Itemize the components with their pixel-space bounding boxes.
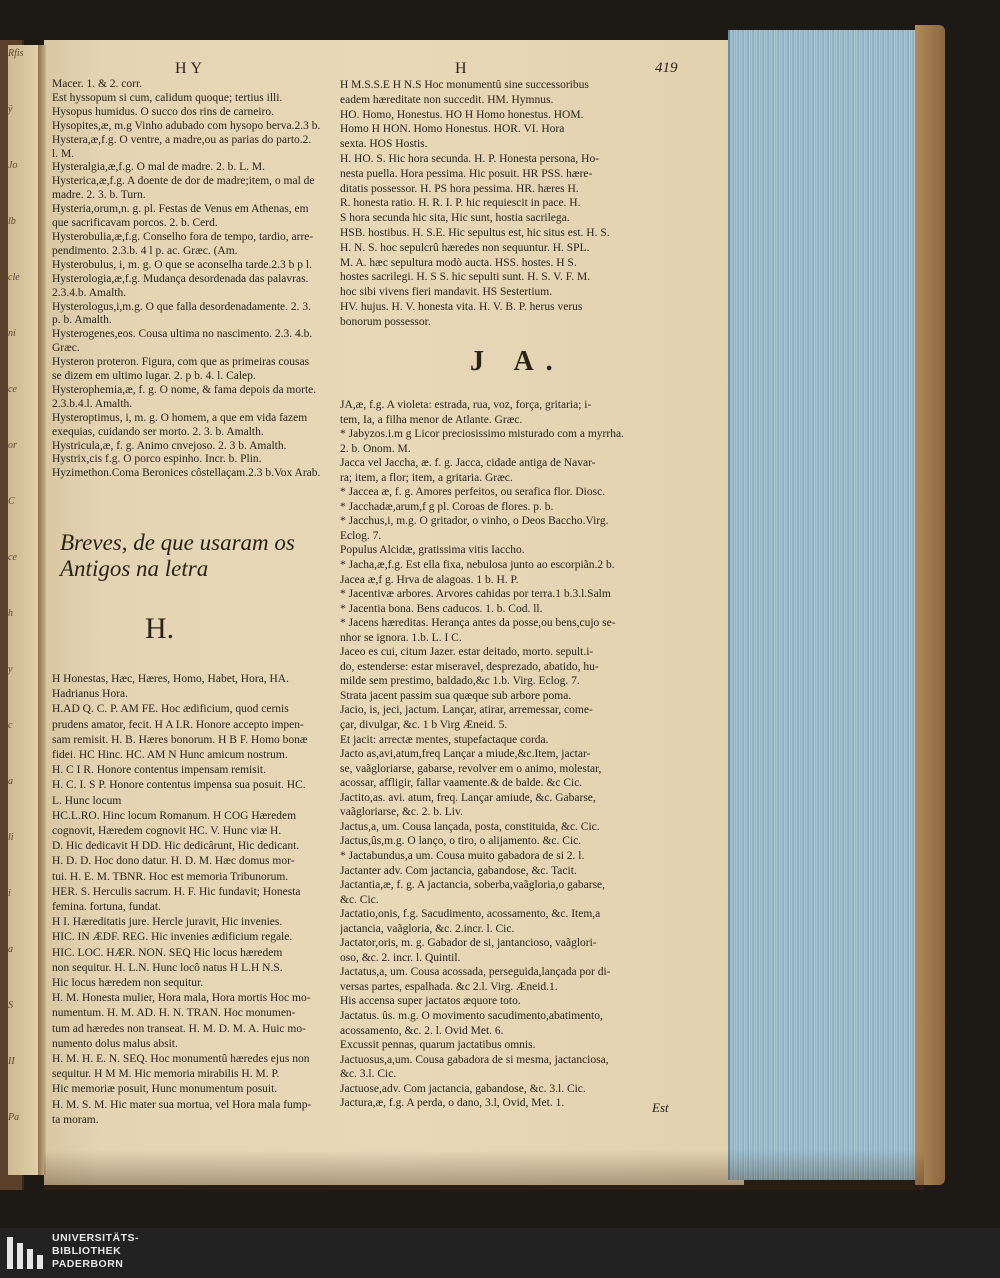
abbreviation-line: H.AD Q. C. P. AM FE. Hoc ædificium, quod cernis — [52, 703, 289, 716]
section-letter: H. — [145, 612, 175, 645]
dictionary-entry-line: Hysterica,æ,f.g. A doente de dor de madre;item, o mal de — [52, 175, 315, 188]
dictionary-entry-line: Jactatio,onis, f.g. Sacudimento, acossamento, &c. Item,a — [340, 908, 601, 921]
margin-fragment: ÿ — [8, 104, 13, 115]
dictionary-entry-line: Hysterobulus, i, m. g. O que se aconselha tarde.2.3 b p l. — [52, 258, 312, 271]
abbreviation-line: bonorum possessor. — [340, 315, 431, 328]
dictionary-entry-line: Hysterologia,æ,f.g. Mudança desordenada das palavras. — [52, 272, 309, 285]
dictionary-entry-line: çar, divulgar, &c. 1 b Virg Æneid. 5. — [340, 719, 508, 732]
abbreviation-line: HIC. LOC. HÆR. NON. SEQ Hic locus hæredem — [52, 946, 283, 959]
abbreviation-line: H I. Hæreditatis jure. Hercle juravit, Hic invenies. — [52, 916, 283, 929]
abbreviation-line: L. Hunc locum — [52, 794, 122, 807]
dictionary-entry-line: Hyzimethon.Coma Beronices côstellaçam.2.3 b.Vox Arab. — [52, 467, 321, 480]
abbreviation-line: HO. Homo, Honestus. HO H Homo honestus. HOM. — [340, 108, 584, 121]
dictionary-entry-line: Hysteroptimus, i, m. g. O homem, a que em vida fazem — [52, 411, 308, 424]
abbreviation-line: HC.L.RO. Hinc locum Romanum. H COG Hæredem — [52, 809, 297, 822]
left-page-fragments — [8, 45, 38, 1165]
dictionary-entry-line: Hysteron proteron. Figura, com que as primeiras cousas — [52, 356, 310, 369]
abbreviation-line: H. M. S. M. Hic mater sua mortua, vel Hora mala fump- — [52, 1098, 312, 1111]
dictionary-entry-line: acossar, affligir, fallar vaamente.& de balde. &c Cic. — [340, 777, 583, 790]
library-name-line2: BIBLIOTHEK — [52, 1245, 122, 1257]
margin-fragment: a — [8, 944, 13, 955]
dictionary-entry-line: do, estenderse: estar miseravel, desprezado, abatido, hu- — [340, 660, 599, 673]
abbreviation-line: R. honesta ratio. H. R. I. P. hic requiescit in pace. H. — [340, 197, 581, 210]
dictionary-entry-line: Hysopites,æ, m.g Vinho adubado com hysopo berva.2.3 b. — [52, 119, 321, 132]
dictionary-entry-line: pendimento. 2.3.b. 4 l p. ac. Græc. (Am. — [52, 244, 238, 257]
abbreviation-line: numentum. H. M. AD. H. N. TRAN. Hoc monumen- — [52, 1007, 296, 1020]
dictionary-entry-line: tem, Ia, a filha menor de Atlante. Græc. — [340, 413, 523, 426]
abbreviation-line: hostes sacrilegi. H. S S. hic sepulti sunt. H. S. V. F. M. — [340, 271, 591, 284]
dictionary-entry-line: nhor se ignora. 1.b. L. I C. — [340, 631, 462, 644]
abbreviation-line: M. A. hæc sepultura modò aucta. HSS. hostes. H S. — [340, 256, 577, 269]
margin-fragment: c — [8, 720, 13, 731]
abbreviation-line: sam remisit. H. B. Hæres bonorum. H B F. Homo bonæ — [52, 733, 308, 746]
abbreviation-line: hoc sibi vivens fieri mandavit. HS Sestertium. — [340, 286, 553, 299]
dictionary-entry-line: Jactatus. ûs. m.g. O movimento sacudimento,abatimento, — [340, 1009, 603, 1022]
section-title: Breves, de que usaram os Antigos na letra — [60, 530, 295, 581]
abbreviation-line: H. N. S. hoc sepulcrû hæredes non sequuntur. H. SPL. — [340, 241, 590, 254]
dictionary-entry-line: * Jacchus,i, m.g. O gritador, o vinho, o Deos Baccho.Virg. — [340, 515, 609, 528]
abbreviation-line: H. M. Honesta mulier, Hora mala, Hora mortis Hoc mo- — [52, 992, 311, 1005]
margin-fragment: II — [8, 1056, 15, 1067]
margin-fragment: y — [8, 664, 13, 675]
dictionary-entry-line: Est hyssopum si cum, calidum quoque; tertius illi. — [52, 91, 283, 104]
dictionary-entry-line: Hysterobulia,æ,f.g. Conselho fora de tempo, tardio, arre- — [52, 230, 314, 243]
dictionary-entry-line: Jacto as,avi,atum,freq Lançar a miude,&c.Item, jactar- — [340, 748, 591, 761]
margin-fragment: Pa — [8, 1112, 20, 1123]
margin-fragment: C — [8, 496, 15, 507]
dictionary-entry-line: ra; item, a flor; item, a gritaria. Græc. — [340, 471, 513, 484]
dictionary-entry-line: * Jacchadæ,arum,f g pl. Coroas de flores. p. b. — [340, 500, 554, 513]
dictionary-entry-line: Jactito,as. avi. atum, freq. Lançar amiude, &c. Gabarse, — [340, 791, 596, 804]
abbreviation-line: nesta puella. Hora pessima. Hic posuit. HR PSS. hære- — [340, 167, 593, 180]
dictionary-entry-line: * Jacha,æ,f.g. Est ella fixa, nebulosa junto ao escorpiãn.2 b. — [340, 559, 615, 572]
dictionary-entry-line: 2. b. Onom. M. — [340, 442, 411, 455]
dictionary-entry-line: Et jacit: arrectæ mentes, stupefactaque corda. — [340, 733, 549, 746]
library-logo-icon — [5, 1233, 45, 1273]
abbreviation-line: fidei. HC Hinc. HC. AM N Hunc amicum nostrum. — [52, 749, 288, 762]
abbreviation-line: prudens amator, fecit. H A I.R. Honore accepto impen- — [52, 718, 304, 731]
margin-fragment: ce — [8, 384, 17, 395]
margin-fragment: ce — [8, 552, 17, 563]
dictionary-entry-line: His accensa super jactatos æquore toto. — [340, 995, 521, 1008]
dictionary-entry-line: jactancia, vaãgloria, &c. 2.incr. l. Cic. — [340, 922, 515, 935]
dictionary-entry-line: madre. 2. 3. b. Turn. — [52, 189, 146, 202]
dictionary-entry-line: Jactuose,adv. Com jactancia, gabandose, &c. 3.l. Cic. — [340, 1082, 586, 1095]
dictionary-entry-line: 2.3.b.4.l. Amalth. — [52, 397, 133, 410]
library-name — [52, 1232, 139, 1271]
dictionary-entry-line: Hysopus humidus. O succo dos rins de carneiro. — [52, 105, 274, 118]
dictionary-entry-line: Eclog. 7. — [340, 529, 382, 542]
dictionary-entry-line: &c. 3.l. Cic. — [340, 1068, 397, 1081]
dictionary-entry-line: acossamento, &c. 2. l. Ovid Met. 6. — [340, 1024, 504, 1037]
dictionary-entry-line: Hystera,æ,f.g. O ventre, a madre,ou as parias do parto.2. — [52, 133, 312, 146]
ja-entries — [340, 398, 710, 1111]
margin-fragment: Rfis — [8, 48, 24, 59]
margin-fragment: a — [8, 776, 13, 787]
margin-fragment: cle — [8, 272, 20, 283]
dictionary-entry-line: Jactatus,a, um. Cousa acossada, perseguida,lançada por di- — [340, 966, 611, 979]
abbreviation-line: H. C. I. S P. Honore contentus impensa sua posuit. HC. — [52, 779, 306, 792]
dictionary-entry-line: Hysterophemia,æ, f. g. O nome, & fama depois da morte. — [52, 383, 317, 396]
dictionary-entry-line: que sacrificavam porcos. 2. b. Cerd. — [52, 217, 218, 230]
gutter — [38, 45, 46, 1175]
dictionary-entry-line: exequias, cuidando ser morto. 2. 3. b. Amalth. — [52, 425, 264, 438]
dictionary-entry-line: Jactura,æ, f.g. A perda, o dano, 3.l, Ovid, Met. 1. — [340, 1097, 565, 1110]
dictionary-entry-line: Jactantia,æ, f. g. A jactancia, soberba,vaãgloria,o gabarse, — [340, 879, 606, 892]
dictionary-entry-line: Hysteralgia,æ,f.g. O mal de madre. 2. b. L. M. — [52, 161, 266, 174]
abbreviation-line: sexta. HOS Hostis. — [340, 138, 428, 151]
abbreviation-line: eadem hæreditate non succedit. HM. Hymnus. — [340, 93, 554, 106]
abbreviation-list — [52, 672, 342, 1128]
dictionary-entry-line: Hysterogenes,eos. Cousa ultima no nascimento. 2.3. 4.b. — [52, 328, 313, 341]
left-column — [52, 78, 342, 481]
abbreviation-line: H Honestas, Hæc, Hæres, Homo, Habet, Hora, HA. — [52, 673, 289, 685]
margin-fragment: lb — [8, 216, 16, 227]
abbreviation-line: cognovit, Hæredem cognovit HC. V. Hunc viæ H. — [52, 825, 282, 838]
book-board — [915, 25, 945, 1185]
dictionary-entry-line: Jacca vel Jaccha, æ. f. g. Jacca, cidade antiga de Navar- — [340, 457, 596, 470]
abbreviation-line: HER. S. Herculis sacrum. H. F. Hic fundavit; Honesta — [52, 885, 301, 898]
ja-heading: J A. — [470, 346, 565, 377]
abbreviation-line: H. M. H. E. N. SEQ. Hoc monumentû hæredes ejus non — [52, 1053, 310, 1066]
dictionary-entry-line: Hysteria,orum,n. g. pl. Festas de Venus em Athenas, em — [52, 203, 309, 216]
dictionary-entry-line: Jactanter adv. Com jactancia, gabandose, &c. Tacit. — [340, 864, 577, 877]
dictionary-entry-line: Græc. — [52, 342, 80, 355]
abbreviation-line: ditatis possessor. H. PS hora pessima. HR. hæres H. — [340, 182, 579, 195]
dictionary-entry-line: se, vaãgloriarse, gabarse, revolver em o animo, molestar, — [340, 762, 602, 775]
dictionary-entry-line: * Jacentia bona. Bens caducos. 1. b. Cod. ll. — [340, 602, 543, 615]
margin-fragment: ni — [8, 328, 16, 339]
abbreviation-line: H. C I R. Honore contentus impensam remisit. — [52, 764, 266, 777]
abbreviation-line: HIC. IN ÆDF. REG. Hic invenies ædificium regale. — [52, 931, 293, 944]
margin-fragment: h — [8, 608, 13, 619]
dictionary-entry-line: Jactator,oris, m. g. Gabador de si, jantancioso, vaãglori- — [340, 937, 597, 950]
dictionary-entry-line: Jactus,ûs,m.g. O lanço, o tiro, o alijamento. &c. Cic. — [340, 835, 582, 848]
margin-fragment: li — [8, 832, 14, 843]
abbreviation-line: numento dolus malus absit. — [52, 1037, 178, 1050]
page-shadow — [44, 1150, 924, 1190]
dictionary-entry-line: Strata jacent passim sua quæque sub arbore poma. — [340, 689, 572, 702]
abbreviation-line: sequitur. H M M. Hic memoria mirabilis H. M. P. — [52, 1068, 280, 1081]
library-footer — [0, 1228, 1000, 1278]
dictionary-entry-line: * Jacentivæ arbores. Arvores cahidas por terra.1 b.3.l.Salm — [340, 588, 611, 601]
abbreviation-line: H M.S.S.E H N.S Hoc monumentû sine successoribus — [340, 79, 589, 91]
library-name-line3: PADERBORN — [52, 1258, 124, 1270]
dictionary-entry-line: Hystricula,æ, f. g. Animo cnvejoso. 2. 3 b. Amalth. — [52, 439, 287, 452]
abbreviation-line: H. HO. S. Hic hora secunda. H. P. Honesta persona, Ho- — [340, 152, 600, 165]
dictionary-entry-line: Macer. 1. & 2. corr. — [52, 78, 143, 90]
abbreviation-line: Homo H HON. Homo Honestus. HOR. VI. Hora — [340, 123, 565, 136]
abbreviation-line: Hic locus hæredem non sequitur. — [52, 977, 204, 990]
margin-fragment: or — [8, 440, 17, 451]
abbreviation-line: femina. fortuna, fundat. — [52, 901, 161, 914]
abbreviation-line: HSB. hostibus. H. S.E. Hic sepultus est, hic situs est. H. S. — [340, 226, 610, 239]
dictionary-entry-line: versas partes, espalhada. &c 2.l. Virg. Æneid.1. — [340, 980, 558, 993]
abbrev-entries — [52, 672, 342, 1128]
dictionary-entry-line: JA,æ, f.g. A violeta: estrada, rua, voz, força, gritaria; i- — [340, 399, 592, 411]
abbreviation-line: S hora secunda hic sita, Hic sunt, hostia sacrilega. — [340, 212, 570, 225]
dictionary-entry-line: Hysterologus,i,m.g. O que falla desordenadamente. 2. 3. — [52, 300, 312, 313]
abbreviation-line: ta moram. — [52, 1113, 99, 1126]
dictionary-entry-line: Excussit pennas, quarum jactatibus omnis. — [340, 1039, 536, 1052]
abbreviation-line: tum ad hæredes non transeat. H. M. D. M. A. Huic mo- — [52, 1022, 306, 1035]
dictionary-entry-line: milde sem prestimo, baldado,&c 1.b. Virg. Eclog. 7. — [340, 675, 580, 688]
abbreviation-line: tui. H. E. M. TBNR. Hoc est memoria Tribunorum. — [52, 870, 289, 883]
dictionary-entry-line: p. b. Amalth. — [52, 314, 112, 327]
dictionary-entry-line: * Jacens hæreditas. Herança antes da posse,ou bens,cujo se- — [340, 617, 616, 630]
library-name-line1: UNIVERSITÄTS- — [52, 1232, 140, 1244]
abbreviation-line: Hadrianus Hora. — [52, 688, 129, 701]
ja-column — [340, 398, 710, 1111]
dictionary-entry-line: Jactus,a, um. Cousa lançada, posta, constituida, &c. Cic. — [340, 820, 600, 833]
dictionary-entry-line: * Jactabundus,a um. Cousa muito gabadora de si 2. l. — [340, 849, 585, 862]
dictionary-entry-line: vaãgloriarse, &c. 2. b. Liv. — [340, 806, 463, 819]
dictionary-entry-line: * Jaccea æ, f. g. Amores perfeitos, ou serafica flor. Diosc. — [340, 486, 606, 499]
abbreviation-line: D. Hic dedicavit H DD. Hic dedicârunt, Hic dedicant. — [52, 840, 300, 853]
dictionary-entry-line: l. M. — [52, 147, 75, 160]
page-number: 419 — [655, 60, 678, 76]
abbreviation-line: HV. hujus. H. V. honesta vita. H. V. B. P. herus verus — [340, 300, 583, 313]
dictionary-entry-line: Populus Alcidæ, gratissima vitis Iaccho. — [340, 544, 525, 557]
hy-entries — [52, 78, 342, 481]
margin-fragment: i — [8, 888, 11, 899]
dictionary-entry-line: Jacea æ,f g. Hrva de alagoas. 1 b. H. P. — [340, 573, 519, 586]
abbreviation-line: Hic memoriæ posuit, Hunc monumentum posuit. — [52, 1083, 278, 1096]
dictionary-entry-line: Jacio, is, jeci, jactum. Lançar, atirar, arremessar, come- — [340, 704, 593, 717]
abbreviation-line: non sequitur. H. L.N. Hunc locô natus H L.H N.S. — [52, 961, 283, 974]
abbreviation-line: H. D. D. Hoc dono datur. H. D. M. Hæc domus mor- — [52, 855, 295, 868]
page-stack-fore-edge — [728, 30, 922, 1180]
dictionary-entry-line: Jaceo es cui, citum Jazer. estar deitado, morto. sepult.i- — [340, 646, 594, 659]
dictionary-entry-line: Hystrix,cis f.g. O porco espinho. Incr. b. Plin. — [52, 453, 262, 466]
catchword: Est — [652, 1100, 669, 1115]
left-page-edge — [8, 45, 38, 1175]
dictionary-entry-line: * Jabyzos.i.m g Licor preciosissimo misturado com a myrrha. — [340, 428, 624, 441]
running-head-left: HY — [175, 60, 207, 77]
running-head-center: H — [455, 60, 471, 77]
margin-fragment: Jo — [8, 160, 18, 171]
dictionary-entry-line: 2.3.4.b. Amalth. — [52, 286, 127, 299]
right-column — [340, 78, 700, 330]
dictionary-entry-line: &c. Cic. — [340, 893, 379, 906]
dictionary-entry-line: se dizem em ultimo lugar. 2. p b. 4. l. Calep. — [52, 370, 256, 383]
dictionary-entry-line: oso, &c. 2. incr. l. Quintil. — [340, 951, 461, 964]
h-abbrev-continued — [340, 78, 700, 330]
margin-fragment: S — [8, 1000, 13, 1011]
dictionary-entry-line: Jactuosus,a,um. Cousa gabadora de si mesma, jactanciosa, — [340, 1053, 609, 1066]
